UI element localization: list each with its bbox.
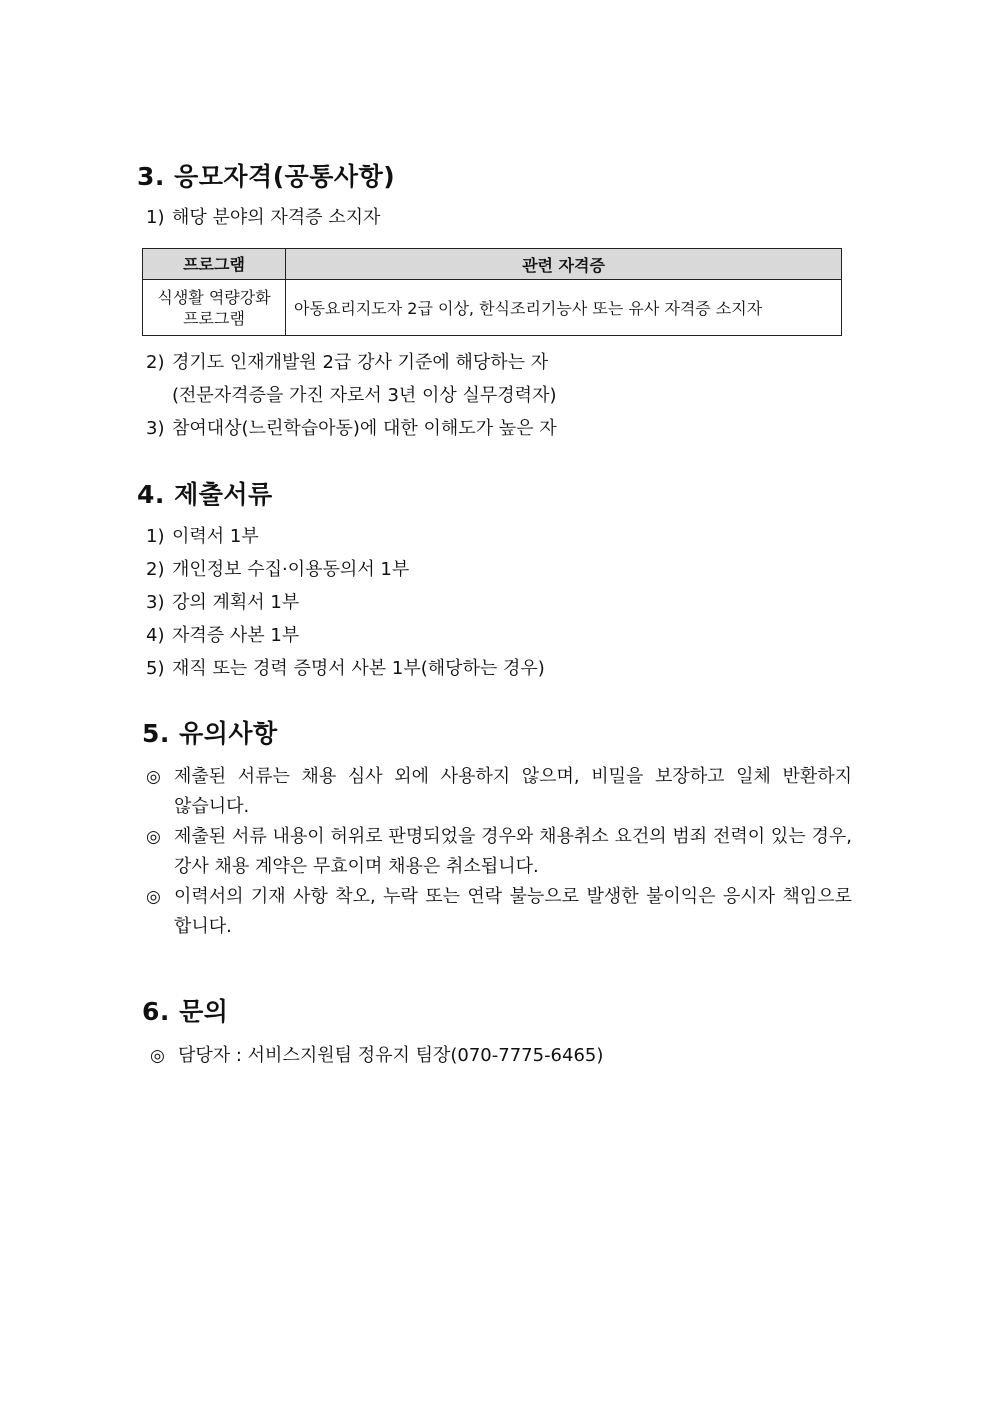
item-text: 참여대상(느린학습아동)에 대한 이해도가 높은 자 xyxy=(172,418,557,439)
list-item xyxy=(146,590,299,616)
table-row xyxy=(143,280,842,336)
item-text: 재직 또는 경력 증명서 사본 1부(해당하는 경우) xyxy=(172,658,545,679)
cell-program xyxy=(143,280,286,336)
program-name-line-2: 프로그램 xyxy=(183,308,245,328)
notice-text: 제출된 서류는 채용 심사 외에 사용하지 않으며, 비밀을 보장하고 일체 반환하지 않습니다. xyxy=(174,766,852,817)
contact-line xyxy=(150,1043,603,1069)
list-item xyxy=(146,524,259,550)
item-number: 1) xyxy=(146,207,165,228)
header-certificate: 관련 자격증 xyxy=(286,249,842,280)
double-circle-icon: ◎ xyxy=(150,1046,165,1066)
item-number: 2) xyxy=(146,559,165,580)
section-3-item-2-sub: (전문자격증을 가진 자로서 3년 이상 실무경력자) xyxy=(172,385,557,406)
list-item xyxy=(146,557,409,583)
item-number: 2) xyxy=(146,352,165,373)
item-text: 경기도 인재개발원 2급 강사 기준에 해당하는 자 xyxy=(172,352,549,373)
cell-certificate: 아동요리지도자 2급 이상, 한식조리기능사 또는 유사 자격증 소지자 xyxy=(286,280,842,336)
section-5-title: 5. 유의사항 xyxy=(142,719,278,748)
program-name-line-1: 식생활 역량강화 xyxy=(157,287,271,307)
item-text: 자격증 사본 1부 xyxy=(172,625,300,646)
item-number: 4) xyxy=(146,625,165,646)
section-4-title: 4. 제출서류 xyxy=(137,480,273,509)
section-3-item-3 xyxy=(146,416,557,442)
notice-text: 제출된 서류 내용이 허위로 판명되었을 경우와 채용취소 요건의 범죄 전력이 있는 경우, 강사 채용 계약은 무효이며 채용은 취소됩니다. xyxy=(174,826,852,877)
double-circle-icon: ◎ xyxy=(146,827,161,847)
item-text: 강의 계획서 1부 xyxy=(172,592,300,613)
list-item xyxy=(146,656,545,682)
item-text: 이력서 1부 xyxy=(172,526,259,547)
item-number: 1) xyxy=(146,526,165,547)
notice-list xyxy=(146,762,852,942)
item-number: 3) xyxy=(146,592,165,613)
list-item xyxy=(146,882,852,942)
table-header-row xyxy=(143,249,842,280)
list-item xyxy=(146,762,852,822)
list-item xyxy=(146,822,852,882)
contact-text: 담당자 : 서비스지원팀 정유지 팀장(070-7775-6465) xyxy=(178,1045,604,1066)
section-3-item-1 xyxy=(146,205,380,231)
section-3-title: 3. 응모자격(공통사항) xyxy=(137,162,396,191)
item-number: 3) xyxy=(146,418,165,439)
double-circle-icon: ◎ xyxy=(146,887,161,907)
section-3-item-2 xyxy=(146,350,548,376)
section-6-title: 6. 문의 xyxy=(142,997,229,1026)
double-circle-icon: ◎ xyxy=(146,767,161,787)
item-number: 5) xyxy=(146,658,165,679)
list-item xyxy=(146,623,299,649)
certificate-table xyxy=(142,248,842,336)
item-text: 개인정보 수집·이용동의서 1부 xyxy=(172,559,410,580)
item-text: 해당 분야의 자격증 소지자 xyxy=(172,207,381,228)
header-program: 프로그램 xyxy=(143,249,286,280)
notice-text: 이력서의 기재 사항 착오, 누락 또는 연락 불능으로 발생한 불이익은 응시자 책임으로 합니다. xyxy=(174,886,852,937)
